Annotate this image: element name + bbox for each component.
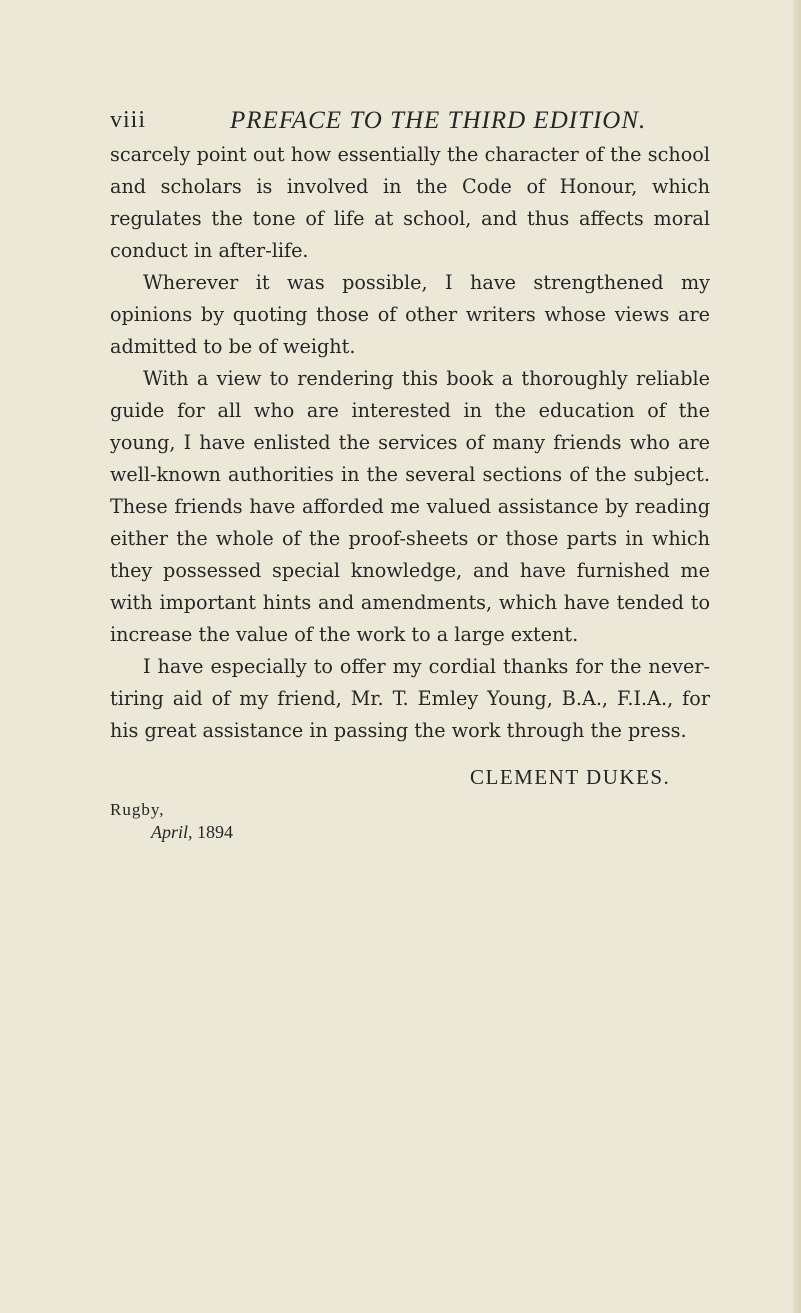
paragraph-4: I have especially to offer my cordial thanks for the never-tiring aid of my friend, Mr. T. Emley Young, B.A., F.I.A., for his great assistance in passing the work through the press.: [110, 655, 710, 742]
paragraph-3: With a view to rendering this book a thoroughly reliable guide for all who are interested in the education of the young, I have enlisted the services of many friends who are well-known authorities in the several sections of the subject. These friends have afforded me valued assistance by reading either the whole of the proof-sheets or those parts in which they possessed special knowledge, and have furnished me with important hints and amendments, which have tended to increase the value of the work to a large extent.: [110, 367, 710, 646]
author-signature: CLEMENT DUKES.: [470, 765, 671, 789]
date-month: April,: [151, 822, 193, 842]
date-year: 1894: [192, 822, 234, 842]
signing-date: [151, 822, 233, 843]
preface-body: [110, 139, 710, 747]
paragraph-2: Wherever it was possible, I have strengthened my opinions by quoting those of other writers whose views are admitted to be of weight.: [110, 271, 710, 358]
page-edge-shadow: [793, 0, 801, 1313]
running-title: PREFACE TO THE THIRD EDITION.: [230, 107, 647, 134]
paragraph-1: scarcely point out how essentially the character of the school and scholars is involved in the Code of Honour, which regulates the tone of life at school, and thus affects moral conduct in after-life.: [110, 143, 710, 262]
signing-place: Rugby,: [110, 800, 165, 819]
page-header: [110, 93, 710, 133]
page-number: viii: [110, 107, 147, 133]
